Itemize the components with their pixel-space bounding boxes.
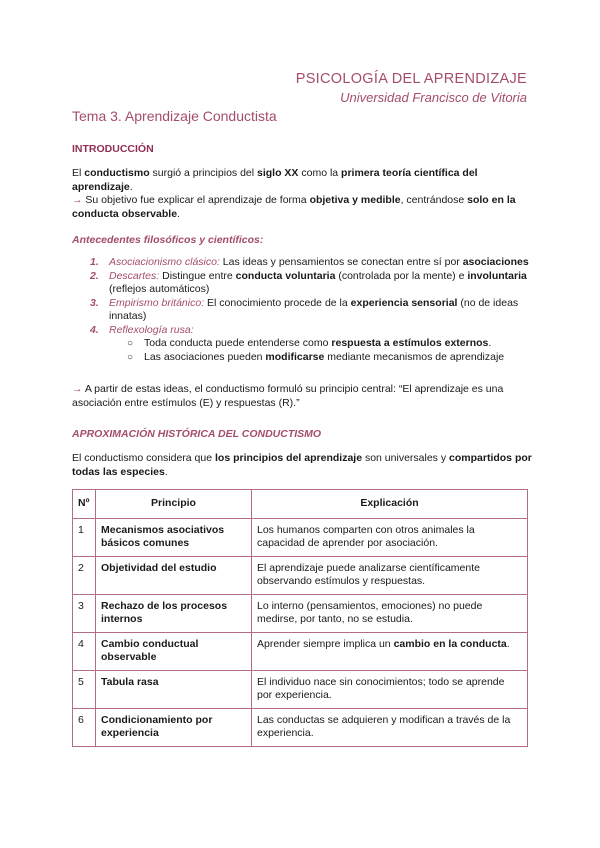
list-item: 3. Empirismo británico: El conocimiento procede de la experiencia sensorial (no de ideas innatas) <box>90 296 519 322</box>
university-name: Universidad Francisco de Vitoria <box>340 90 527 105</box>
history-paragraph: El conductismo considera que los principios del aprendizaje son universales y compartidos por todas las especies. <box>72 452 532 478</box>
list-item: 2. Descartes: Distingue entre conducta voluntaria (controlada por la mente) e involuntaria (reflejos automáticos) <box>90 269 527 295</box>
arrow-icon: → <box>72 194 83 206</box>
header-number: Nº <box>73 490 96 519</box>
list-item: 4. Reflexología rusa: ○ Toda conducta puede entenderse como respuesta a estímulos externos. ○ Las asociaciones pueden modificarse mediante mecanismos de aprendizaje <box>72 324 532 365</box>
antecedents-conclusion: → A partir de estas ideas, el conductismo formuló su principio central: “El aprendizaje es una asociación entre estímulos (E) y respuestas (R).” <box>72 383 504 409</box>
header-explanation: Explicación <box>252 490 528 519</box>
circle-bullet-icon: ○ <box>127 351 134 363</box>
table-row: 3 Rechazo de los procesos internos Lo interno (pensamientos, emociones) no puede medirse, por tanto, no se estudia. <box>73 595 528 633</box>
sub-list <box>109 337 532 364</box>
sub-list-item: ○ Las asociaciones pueden modificarse mediante mecanismos de aprendizaje <box>127 350 505 363</box>
table-row: 1 Mecanismos asociativos básicos comunes Los humanos comparten con otros animales la capacidad de aprender por asociación. <box>73 519 528 557</box>
intro-paragraph-2: → Su objetivo fue explicar el aprendizaje de forma objetiva y medible, centrándose solo en la conducta observable. <box>72 194 516 220</box>
arrow-icon: → <box>72 383 83 395</box>
list-item: 1. Asociacionismo clásico: Las ideas y pensamientos se conectan entre sí por asociaciones <box>90 256 529 268</box>
antecedents-list <box>72 256 532 364</box>
header-principle: Principio <box>96 490 252 519</box>
history-heading: APROXIMACIÓN HISTÓRICA DEL CONDUCTISMO <box>72 428 322 440</box>
table-header-row <box>73 490 528 519</box>
intro-paragraph-1: El conductismo surgió a principios del siglo XX como la primera teoría científica del aprendizaje. <box>72 167 478 193</box>
antecedents-heading: Antecedentes filosóficos y científicos: <box>72 234 264 246</box>
table-row: 2 Objetividad del estudio El aprendizaje puede analizarse científicamente observando estímulos y respuestas. <box>73 557 528 595</box>
principles-table <box>72 489 528 747</box>
intro-heading: INTRODUCCIÓN <box>72 143 154 155</box>
table-row: 5 Tabula rasa El individuo nace sin conocimientos; todo se aprende por experiencia. <box>73 671 528 709</box>
course-title: PSICOLOGÍA DEL APRENDIZAJE <box>295 71 527 87</box>
table-row: 6 Condicionamiento por experiencia Las conductas se adquieren y modifican a través de la experiencia. <box>73 709 528 747</box>
table-row: 4 Cambio conductual observable Aprender siempre implica un cambio en la conducta. <box>73 633 528 671</box>
topic-title: Tema 3. Aprendizaje Conductista <box>72 108 277 124</box>
circle-bullet-icon: ○ <box>127 338 134 349</box>
sub-list-item: ○ Toda conducta puede entenderse como respuesta a estímulos externos. <box>127 337 492 349</box>
